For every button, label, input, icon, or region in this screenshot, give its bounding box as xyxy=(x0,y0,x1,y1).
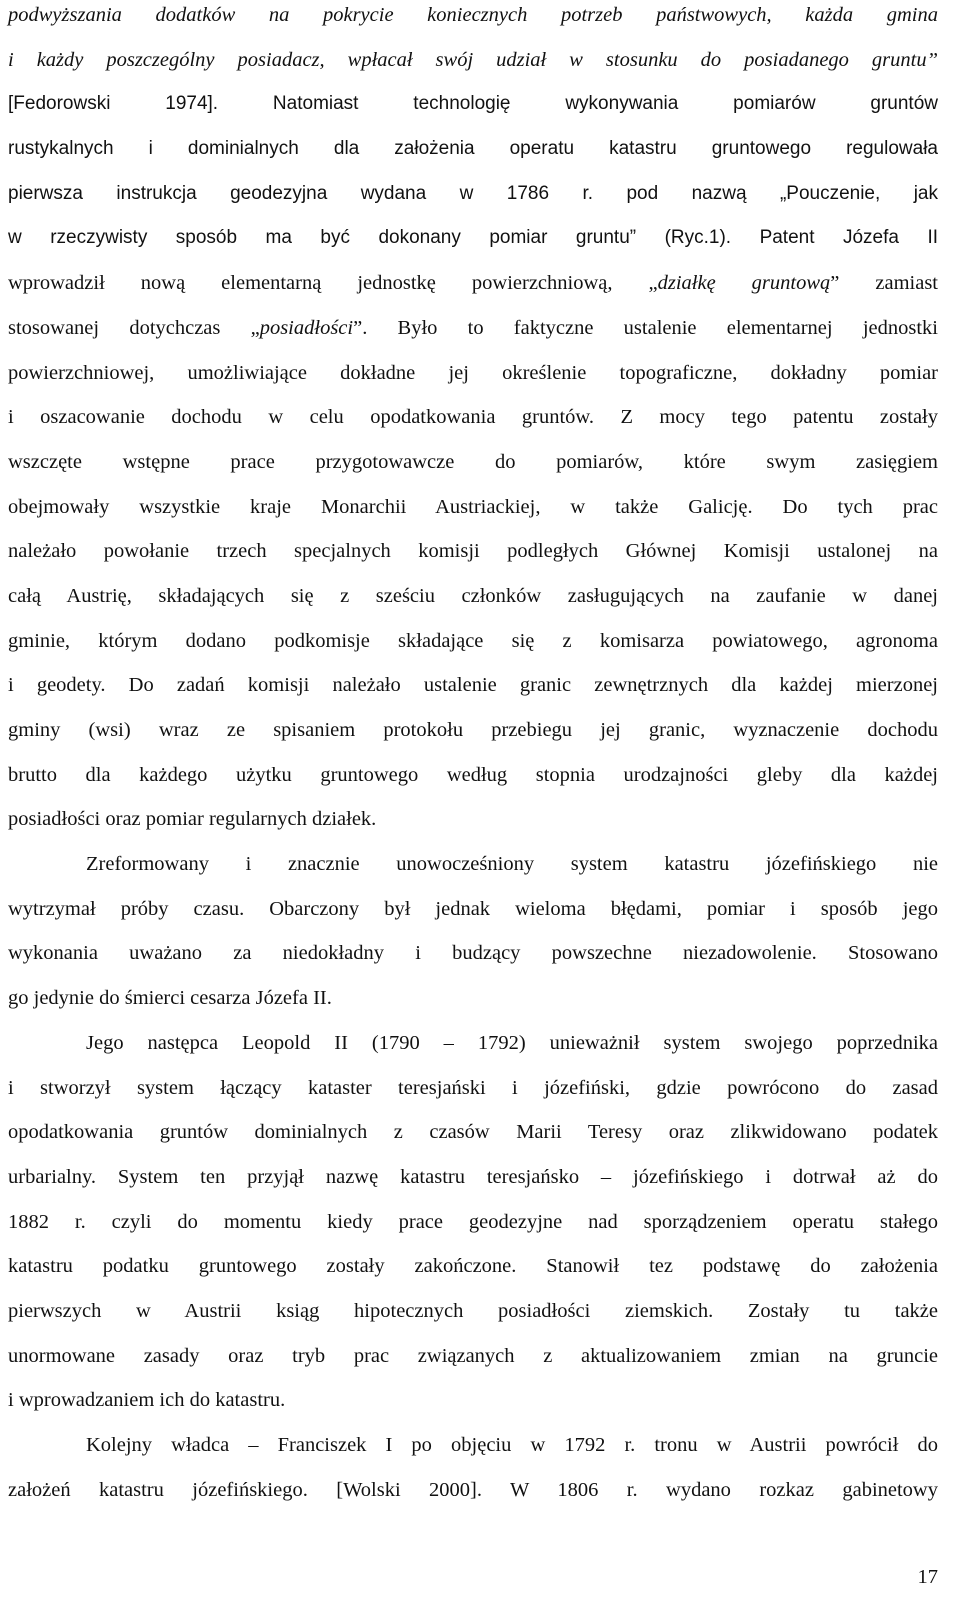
paragraph-first-line: Jego następca Leopold II (1790 – 1792) unieważnił system swojego poprzednika xyxy=(86,1031,938,1054)
text-line: wykonania uważano za niedokładny i budzący powszechne niezadowolenie. Stosowano xyxy=(8,942,938,965)
paragraph-first-line: Kolejny władca – Franciszek I po objęciu w 1792 r. tronu w Austrii powrócił do xyxy=(86,1434,938,1456)
text-line: katastru podatku gruntowego zostały zakończone. Stanowił tez podstawę do założenia xyxy=(8,1255,938,1278)
text-line: i geodety. Do zadań komisji należało ustalenie granic zewnętrznych dla każdej mierzonej xyxy=(8,674,938,697)
text-line: i stworzył system łączący kataster teresjański i józefiński, gdzie powrócono do zasad xyxy=(8,1076,938,1099)
text-line: należało powołanie trzech specjalnych komisji podległych Głównej Komisji ustalonej na xyxy=(8,540,938,563)
text-segment: wprowadził nową elementarną jednostkę powierzchniową, „ xyxy=(8,272,658,295)
text-line: i wprowadzaniem ich do katastru. xyxy=(8,1389,286,1412)
text-segment: ” zamiast xyxy=(830,272,938,295)
text-line: opodatkowania gruntów dominialnych z czasów Marii Teresy oraz zlikwidowano podatek xyxy=(8,1121,938,1144)
emphasis-term: posiadłości xyxy=(259,316,354,339)
text-line: w rzeczywisty sposób ma być dokonany pomiar gruntu” (Ryc.1). Patent Józefa II xyxy=(8,227,938,249)
text-line: unormowane zasady oraz tryb prac związanych z aktualizowaniem zmian na gruncie xyxy=(8,1344,938,1367)
text-line: podwyższania dodatków na pokrycie koniecznych potrzeb państwowych, każda gmina xyxy=(8,4,938,26)
text-segment: ”. Było to faktyczne ustalenie elementarnej jednostki xyxy=(353,316,938,339)
text-line: [Fedorowski 1974]. Natomiast technologię wykonywania pomiarów gruntów xyxy=(8,93,938,115)
text-line xyxy=(8,306,938,351)
text-line: powierzchniowej, umożliwiające dokładne jej określenie topograficzne, dokładny pomiar xyxy=(8,361,938,384)
text-line: 1882 r. czyli do momentu kiedy prace geodezyjne nad sporządzeniem operatu stałego xyxy=(8,1210,938,1233)
emphasis-term: działkę gruntową xyxy=(657,272,831,295)
text-line: gminy (wsi) wraz ze spisaniem protokołu przebiegu jej granic, wyznaczenie dochodu xyxy=(8,719,938,741)
text-line: brutto dla każdego użytku gruntowego według stopnia urodzajności gleby dla każdej xyxy=(8,763,938,786)
text-line: i oszacowanie dochodu w celu opodatkowania gruntów. Z mocy tego patentu zostały xyxy=(8,406,938,429)
text-line: pierwszych w Austrii ksiąg hipotecznych posiadłości ziemskich. Zostały tu także xyxy=(8,1299,938,1322)
page-number: 17 xyxy=(917,1566,938,1588)
text-segment: stosowanej dotychczas „ xyxy=(8,316,260,339)
text-line: pierwsza instrukcja geodezyjna wydana w 1786 r. pod nazwą „Pouczenie, jak xyxy=(8,182,938,204)
document-page xyxy=(8,0,938,1512)
text-line: obejmowały wszystkie kraje Monarchii Austriackiej, w także Galicję. Do tych prac xyxy=(8,495,938,518)
text-line: urbarialny. System ten przyjął nazwę katastru teresjańsko – józefińskiego i dotrwał aż do xyxy=(8,1165,938,1188)
paragraph-first-line: Zreformowany i znacznie unowocześniony system katastru józefińskiego nie xyxy=(86,853,938,876)
text-line: wytrzymał próby czasu. Obarczony był jednak wieloma błędami, pomiar i sposób jego xyxy=(8,897,938,920)
text-line: wszczęte wstępne prace przygotowawcze do pomiarów, które swym zasięgiem xyxy=(8,450,938,473)
text-line: rustykalnych i dominialnych dla założenia operatu katastru gruntowego regulowała xyxy=(8,138,938,160)
text-line: założeń katastru józefińskiego. [Wolski 2000]. W 1806 r. wydano rozkaz gabinetowy xyxy=(8,1478,938,1501)
text-line: go jedynie do śmierci cesarza Józefa II. xyxy=(8,987,332,1010)
text-line: posiadłości oraz pomiar regularnych działek. xyxy=(8,808,377,831)
text-line: gminie, którym dodano podkomisje składające się z komisarza powiatowego, agronoma xyxy=(8,629,938,652)
text-line xyxy=(8,261,938,306)
text-line: całą Austrię, składających się z sześciu członków zasługujących na zaufanie w danej xyxy=(8,584,938,607)
text-line: i każdy poszczególny posiadacz, wpłacał swój udział w stosunku do posiadanego gruntu” xyxy=(8,48,938,71)
